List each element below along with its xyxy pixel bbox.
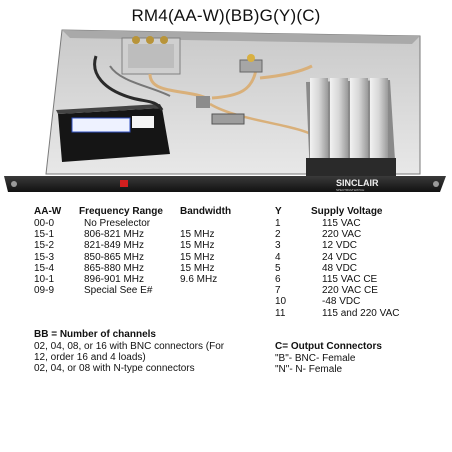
table-cell: 15 MHz (180, 229, 215, 241)
table-cell: 115 and 220 VAC (322, 307, 400, 319)
table-cell: 5 (275, 262, 281, 274)
table-cell: 15 MHz (180, 251, 215, 263)
table-cell: 220 VAC CE (322, 285, 378, 297)
connectors-line: "N"- N- Female (275, 364, 343, 376)
table-cell: 806-821 MHz (84, 229, 145, 241)
front-panel (4, 176, 446, 192)
table-cell: 48 VDC (322, 262, 358, 274)
table-cell: 821-849 MHz (84, 240, 145, 252)
table-cell: 15 MHz (180, 240, 215, 252)
channels-lines (34, 341, 224, 375)
table-cell: 220 VAC (322, 229, 362, 241)
supply-voltage-header: Supply Voltage (311, 206, 383, 217)
table-cell: 7 (275, 285, 281, 297)
table-cell: 11 (275, 307, 286, 319)
table-cell: 15-4 (34, 262, 55, 274)
table-cell: 1 (275, 218, 281, 229)
table-cell (180, 285, 217, 296)
table-cell: 865-880 MHz (84, 262, 145, 274)
connectors-heading: C= Output Connectors (275, 341, 382, 352)
table-cell: 15-2 (34, 240, 55, 252)
table-cell: 09-9 (34, 285, 55, 297)
table-cell: 15 MHz (180, 262, 215, 274)
brand-label: SINCLAIR (336, 178, 379, 188)
table-cell: 115 VAC (322, 218, 361, 229)
table-cell: 24 VDC (322, 251, 358, 263)
table-cell: Special See E# (84, 285, 153, 297)
page-title: RM4(AA-W)(BB)G(Y)(C) (131, 6, 321, 25)
preselector-range-column (84, 218, 152, 296)
supply-code-header: Y (275, 206, 282, 217)
table-cell (180, 218, 217, 229)
table-cell: 15-3 (34, 251, 55, 263)
table-cell: 2 (275, 229, 281, 241)
table-cell: No Preselector (84, 218, 151, 229)
channels-heading: BB = Number of channels (34, 329, 156, 340)
preselector-bandwidth-header: Bandwidth (180, 206, 232, 217)
preselector-code-header: AA-W (34, 206, 62, 217)
table-cell: 00-0 (34, 218, 55, 229)
table-cell: 850-865 MHz (84, 251, 145, 263)
connectors-line: "B"- BNC- Female (275, 353, 356, 364)
heatsink-module (306, 78, 396, 178)
table-cell: 12 VDC (322, 240, 358, 252)
table-cell: 115 VAC CE (322, 273, 378, 285)
channels-line: 02, 04, or 08 with N-type connectors (34, 363, 195, 375)
connectors-lines (275, 353, 355, 375)
channels-line: 02, 04, 08, or 16 with BNC connectors (For (34, 341, 225, 352)
table-cell: -48 VDC (322, 296, 361, 308)
rack-unit-photo (0, 26, 452, 198)
supply-code-column (275, 218, 286, 319)
channels-line: 12, order 16 and 4 loads) (34, 352, 146, 364)
table-cell: 15-1 (34, 229, 55, 241)
preselector-bandwidth-column (180, 218, 217, 296)
table-cell: 9.6 MHz (180, 273, 218, 285)
preselector-code-column (34, 218, 54, 296)
preselector-range-header: Frequency Range (79, 206, 163, 217)
table-cell: 3 (275, 240, 281, 252)
table-cell: 10 (275, 296, 287, 308)
table-cell: 4 (275, 251, 281, 263)
power-switch (120, 180, 128, 187)
table-cell: 10-1 (34, 273, 55, 285)
table-cell: 896-901 MHz (84, 273, 145, 285)
brand-sub: SPECTRUM WATCH (336, 188, 365, 192)
supply-voltage-column (322, 218, 399, 319)
table-cell: 6 (275, 273, 281, 285)
